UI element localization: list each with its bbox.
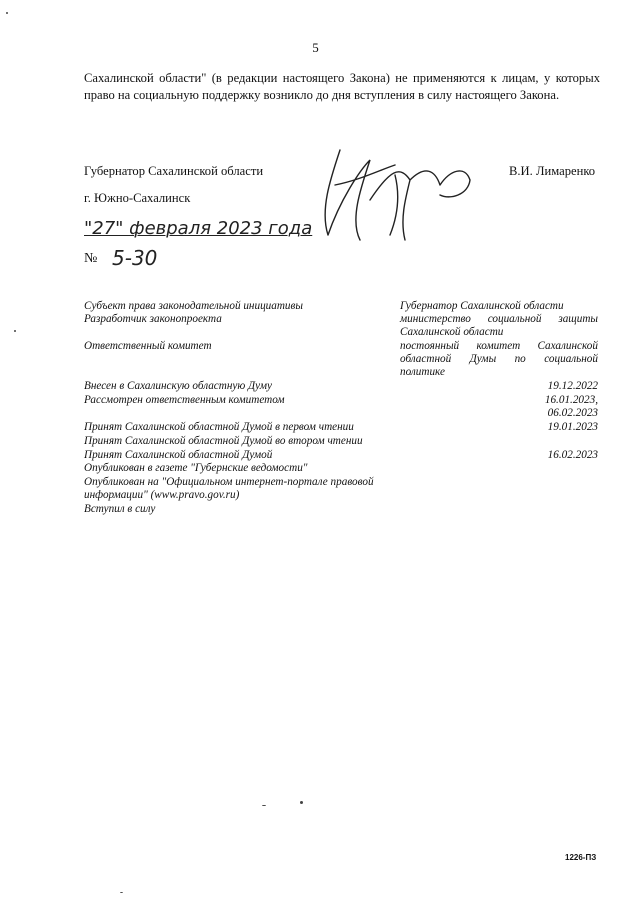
- number-label: №: [84, 251, 98, 266]
- published-portal-label: Опубликован на "Официальном интернет-портале правовой информации" (www.pravo.gov.ru): [84, 476, 374, 502]
- second-reading-label: Принят Сахалинской областной Думой во втором чтении: [84, 435, 363, 447]
- developer-label: Разработчик законопроекта: [84, 313, 222, 325]
- submitted-label: Внесен в Сахалинскую областную Думу: [84, 380, 272, 392]
- city-line: г. Южно-Сахалинск: [84, 191, 191, 205]
- adopted-label: Принят Сахалинской областной Думой: [84, 449, 273, 461]
- committee-value: постоянный комитет Сахалинской областной Думы по социальной политике: [400, 340, 598, 379]
- scan-speck: [120, 892, 123, 893]
- scan-speck: [262, 805, 266, 806]
- subject-label: Субъект права законодательной инициативы: [84, 300, 303, 312]
- in-force-label: Вступил в силу: [84, 503, 156, 515]
- signatory-title: Губернатор Сахалинской области: [84, 164, 264, 178]
- scan-speck: [6, 12, 8, 14]
- handwritten-number: 5-30: [112, 246, 158, 270]
- reviewed-label: Рассмотрен ответственным комитетом: [84, 394, 285, 406]
- handwritten-date: [84, 218, 312, 239]
- subject-value: Губернатор Сахалинской области: [400, 300, 564, 312]
- reviewed-date-2: 06.02.2023: [547, 407, 598, 419]
- first-reading-label: Принят Сахалинской областной Думой в первом чтении: [84, 421, 354, 433]
- developer-value: министерство социальной защиты Сахалинской области: [400, 313, 598, 339]
- adopted-date: 16.02.2023: [547, 449, 598, 461]
- scan-speck: [14, 330, 16, 332]
- first-reading-date: 19.01.2023: [547, 421, 598, 433]
- handwritten-date-text: "27" февраля 2023 года: [84, 218, 313, 239]
- document-code: 1226-ПЗ: [565, 853, 597, 862]
- published-newspaper-label: Опубликован в газете "Губернские ведомости": [84, 462, 308, 474]
- committee-label: Ответственный комитет: [84, 340, 212, 352]
- page-number: 5: [312, 40, 319, 55]
- handwritten-signature: [300, 140, 480, 255]
- submitted-date: 19.12.2022: [547, 380, 598, 392]
- scan-speck: [300, 801, 303, 804]
- body-paragraph: Сахалинской области" (в редакции настоящего Закона) не применяются к лицам, у которых право на социальную поддержку возникло до дня вступления в силу настоящего Закона.: [84, 71, 600, 102]
- signatory-name: В.И. Лимаренко: [509, 164, 596, 178]
- reviewed-date-1: 16.01.2023,: [544, 394, 598, 406]
